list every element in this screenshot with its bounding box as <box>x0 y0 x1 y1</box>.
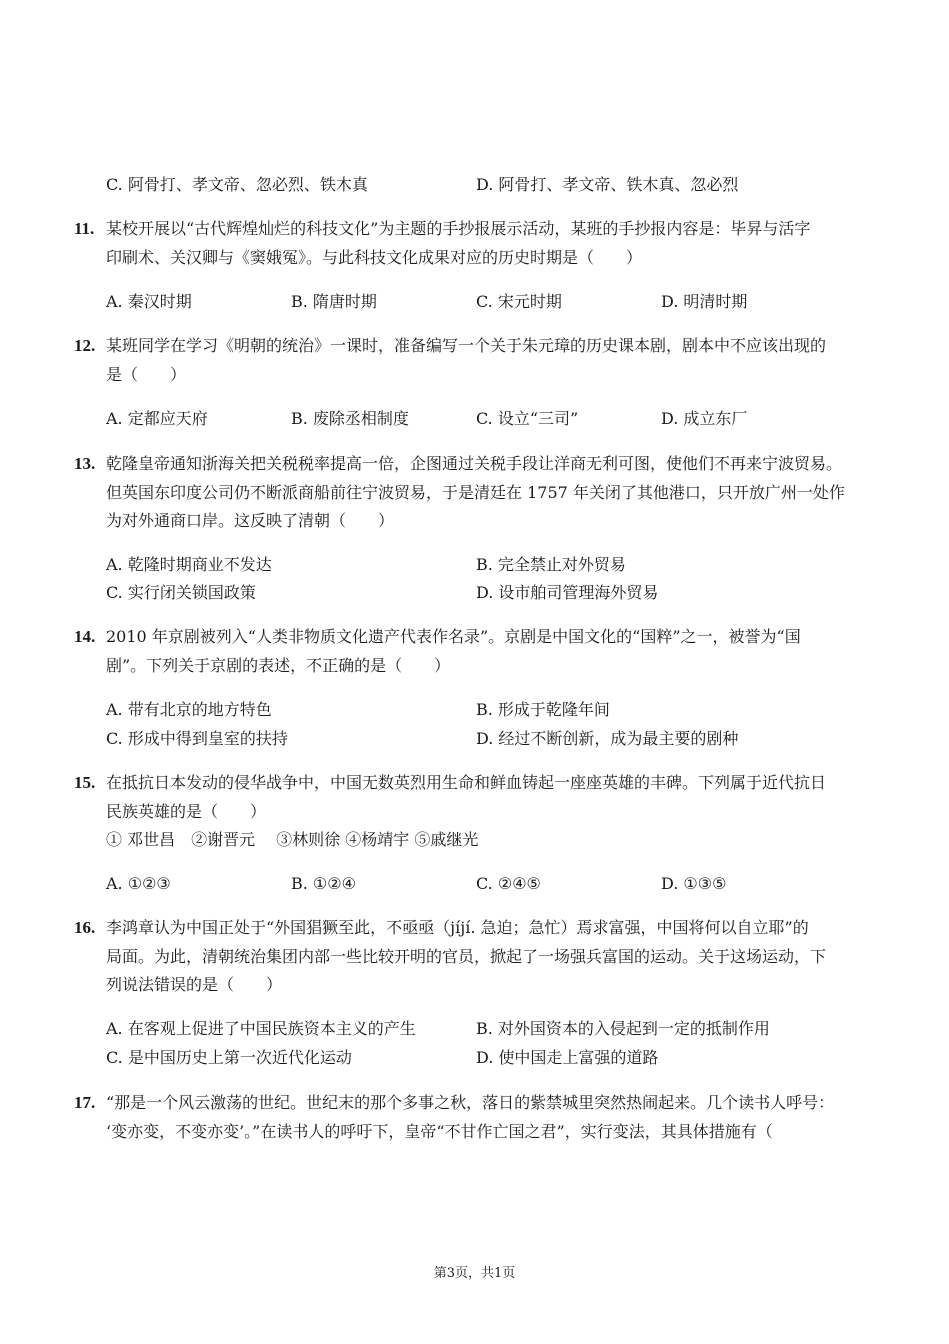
q15-option-d: D. ①③⑤ <box>661 874 727 893</box>
page-footer: 第3页，共1页 <box>433 1266 516 1281</box>
q14-text-line-1: 2010 年京剧被列入“人类非物质文化遗产代表作名录”。京剧是中国文化的“国粹”之一，被誉为“国 <box>106 627 801 646</box>
q16-number: 16. <box>74 918 96 937</box>
q14-number: 14. <box>74 627 96 646</box>
q13-option-c: C. 实行闭关锁国政策 <box>106 583 256 602</box>
q16-option-c: C. 是中国历史上第一次近代化运动 <box>106 1048 352 1067</box>
q14-option-c: C. 形成中得到皇室的扶持 <box>106 729 288 748</box>
q16-option-b: B. 对外国资本的入侵起到一定的抵制作用 <box>476 1019 770 1038</box>
q12-option-a: A. 定都应天府 <box>106 409 208 428</box>
q12-option-d: D. 成立东厂 <box>661 409 748 428</box>
q16-option-d: D. 使中国走上富强的道路 <box>476 1048 659 1067</box>
q11-option-a: A. 秦汉时期 <box>106 292 192 311</box>
q13-option-d: D. 设市舶司管理海外贸易 <box>476 583 659 602</box>
q12-option-c: C. 设立“三司” <box>476 409 579 428</box>
q12-number: 12. <box>74 336 96 355</box>
q14-option-d: D. 经过不断创新，成为最主要的剧种 <box>476 729 739 748</box>
q13-option-b: B. 完全禁止对外贸易 <box>476 555 626 574</box>
q15-items-list: ① 邓世昌 ②谢晋元 ③林则徐 ④杨靖宇 ⑤戚继光 <box>106 830 479 849</box>
q11-option-c: C. 宋元时期 <box>476 292 562 311</box>
q11-option-b: B. 隋唐时期 <box>291 292 377 311</box>
q14-option-a: A. 带有北京的地方特色 <box>106 700 272 719</box>
q13-text-line-1: 乾隆皇帝通知浙海关把关税税率提高一倍，企图通过关税手段让洋商无利可图，使他们不再来宁波贸易。 <box>106 454 843 473</box>
q13-option-a: A. 乾隆时期商业不发达 <box>106 555 272 574</box>
q12-option-b: B. 废除丞相制度 <box>291 409 409 428</box>
q15-option-a: A. ①②③ <box>106 874 171 893</box>
q15-text-line-2: 民族英雄的是（ ） <box>106 802 267 821</box>
q15-number: 15. <box>74 773 96 792</box>
q11-number: 11. <box>74 219 95 238</box>
q16-text-line-2: 局面。为此，清朝统治集团内部一些比较开明的官员，掀起了一场强兵富国的运动。关于这场运动，下 <box>106 947 827 966</box>
q16-text-line-1: 李鸿章认为中国正处于“外国猖獗至此，不亟亟（jíjí. 急迫；急忙）焉求富强，中国将何以自立耶”的 <box>106 918 809 937</box>
q17-text-line-1: “那是一个风云激荡的世纪。世纪末的那个多事之秋，落日的紫禁城里突然热闹起来。几个读书人呼号： <box>106 1093 835 1112</box>
q10-option-c: C. 阿骨打、孝文帝、忽必烈、铁木真 <box>106 175 368 194</box>
q14-text-line-2: 剧”。下列关于京剧的表述，不正确的是（ ） <box>106 656 451 675</box>
q15-text-line-1: 在抵抗日本发动的侵华战争中，中国无数英烈用生命和鲜血铸起一座座英雄的丰碑。下列属于近代抗日 <box>106 773 827 792</box>
q15-option-b: B. ①②④ <box>291 874 356 893</box>
q17-text-line-2: ‘变亦变，不变亦变’。”在读书人的呼吁下，皇帝“不甘作亡国之君”，实行变法，其具体措施有（ <box>106 1122 773 1141</box>
q16-option-a: A. 在客观上促进了中国民族资本主义的产生 <box>106 1019 416 1038</box>
q11-text-line-2: 印刷术、关汉卿与《窦娥冤》。与此科技文化成果对应的历史时期是（ ） <box>106 248 643 267</box>
q11-option-d: D. 明清时期 <box>661 292 748 311</box>
q15-option-c: C. ②④⑤ <box>476 874 541 893</box>
q10-option-d: D. 阿骨打、孝文帝、铁木真、忽必烈 <box>476 175 739 194</box>
q13-text-line-3: 为对外通商口岸。这反映了清朝（ ） <box>106 511 395 530</box>
q14-option-b: B. 形成于乾隆年间 <box>476 700 610 719</box>
q12-text-line-2: 是（ ） <box>106 365 187 384</box>
q13-text-line-2: 但英国东印度公司仍不断派商船前往宁波贸易，于是清廷在 1757 年关闭了其他港口，只开放广州一处作 <box>106 483 845 502</box>
q12-text-line-1: 某班同学在学习《明朝的统治》一课时，准备编写一个关于朱元璋的历史课本剧，剧本中不应该出现的 <box>106 336 827 355</box>
q11-text-line-1: 某校开展以“古代辉煌灿烂的科技文化”为主题的手抄报展示活动，某班的手抄报内容是：毕昇与活字 <box>106 219 811 238</box>
q17-number: 17. <box>74 1093 96 1112</box>
q13-number: 13. <box>74 454 96 473</box>
q16-text-line-3: 列说法错误的是（ ） <box>106 975 283 994</box>
